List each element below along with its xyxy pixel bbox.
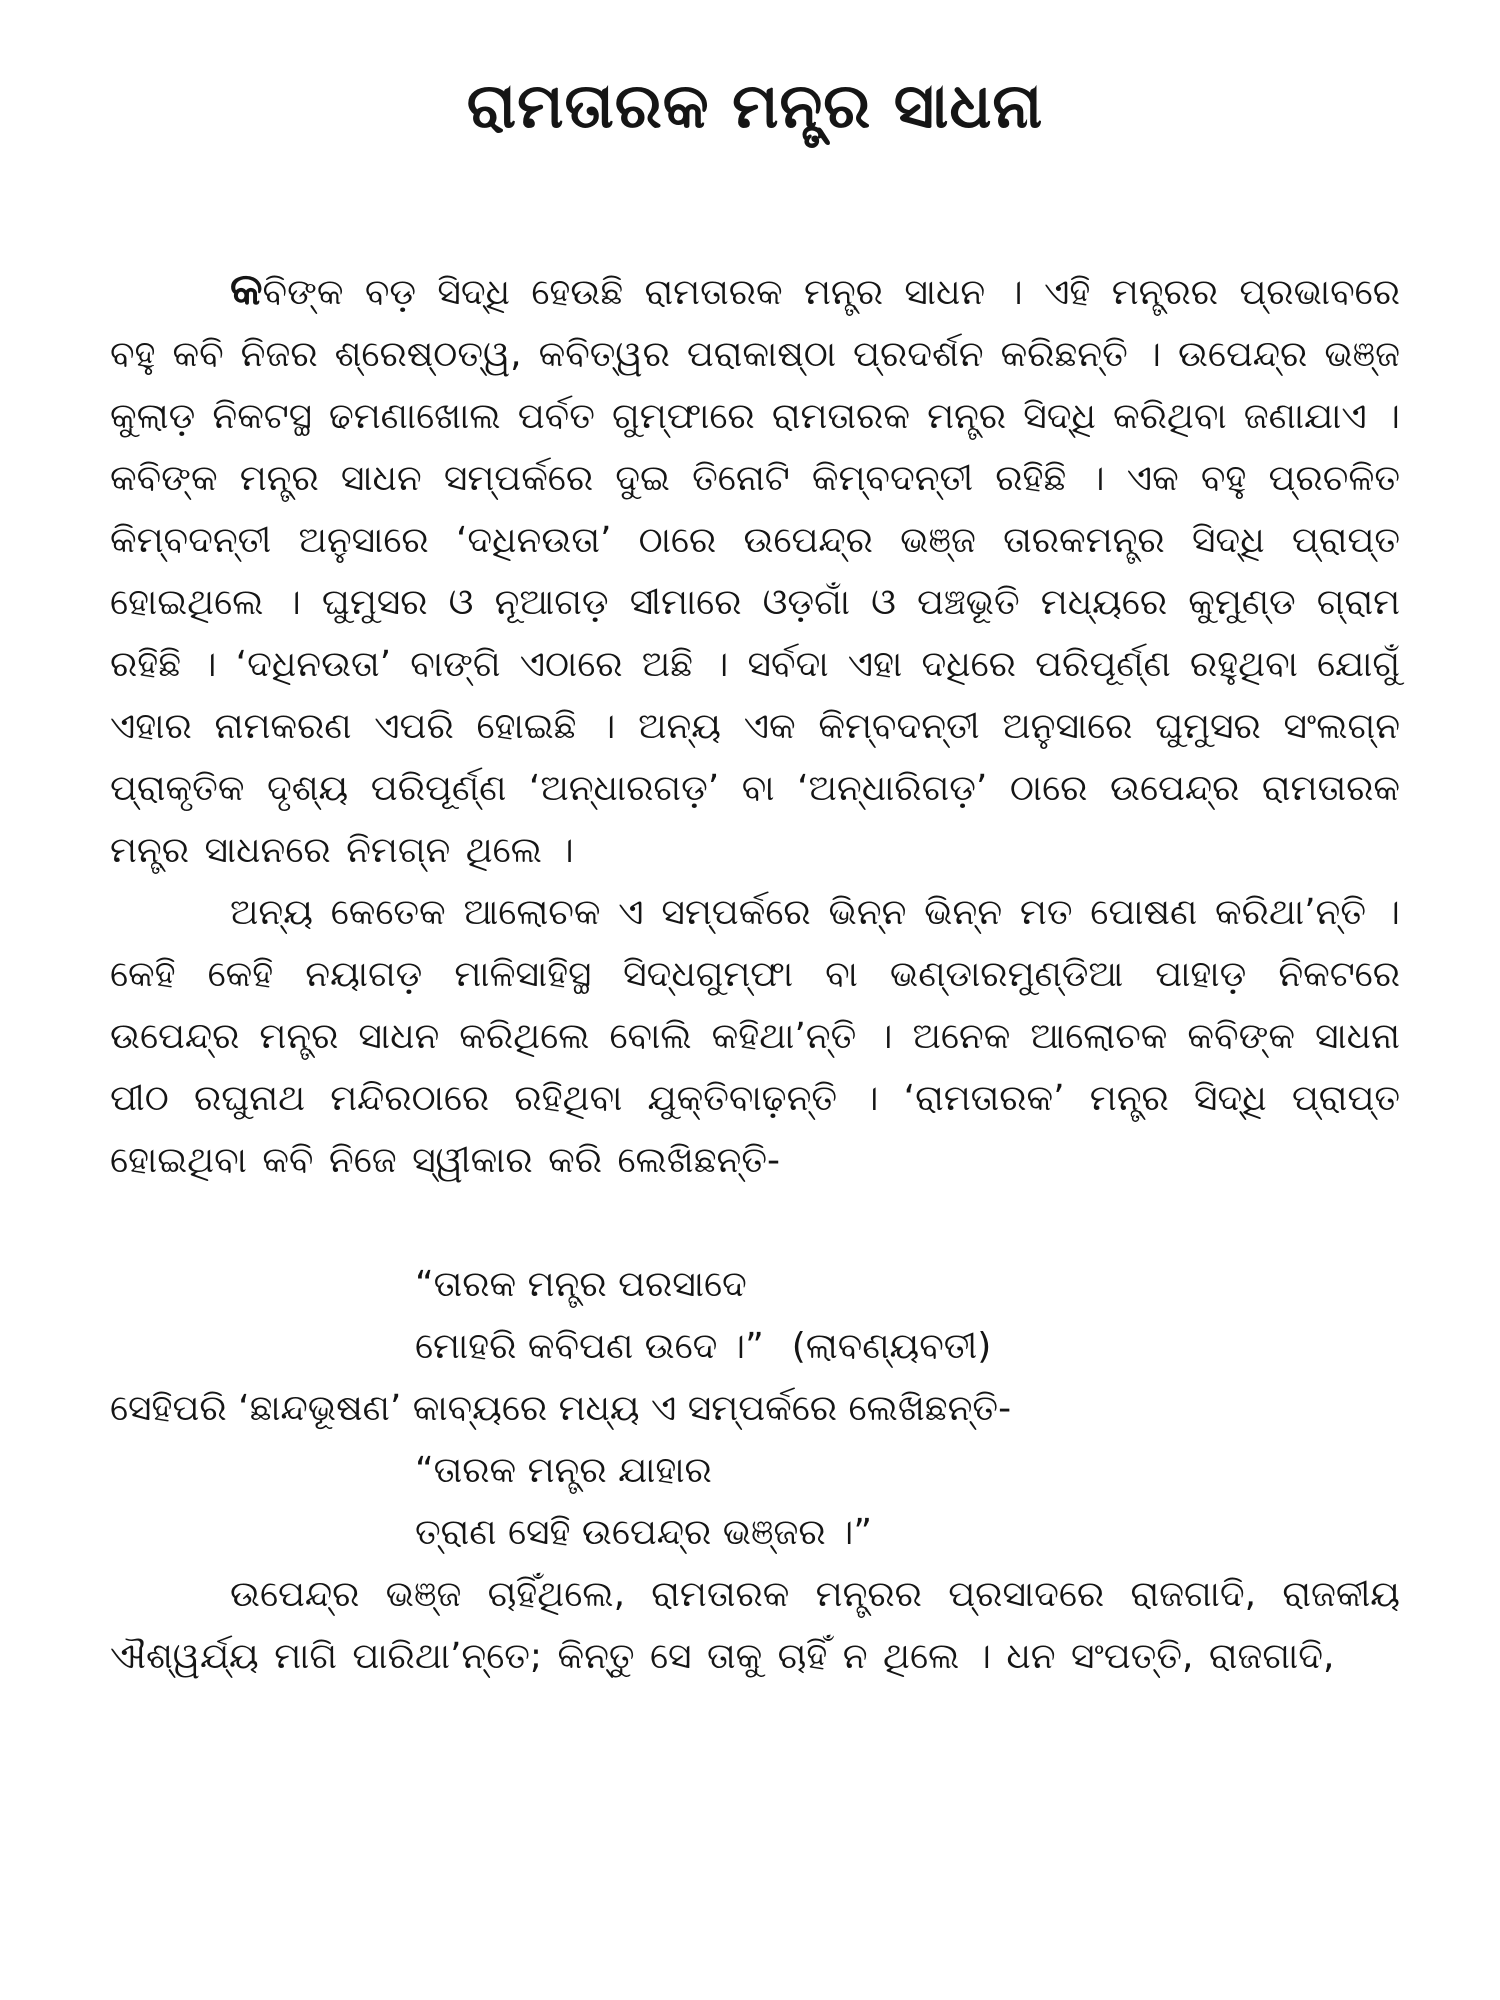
- quote-1-line-2: [110, 1316, 1400, 1378]
- quote-2-line-1: “ତାରକ ମନ୍ତ୍ର ଯାହାର: [415, 1450, 712, 1492]
- quote-2-intro: ସେହିପରି ‘ଛାନ୍ଦଭୂଷଣ’ କାବ୍ୟରେ ମଧ୍ୟ ଏ ସମ୍ପର୍କରେ ଲେଖିଛନ୍ତି-: [110, 1388, 1012, 1430]
- quote-1-line-1: “ତାରକ ମନ୍ତ୍ର ପରସାଦେ: [415, 1264, 747, 1306]
- paragraph-1-text: ବିଙ୍କ ବଡ଼ ସିଦ୍ଧି ହେଉଛି ରାମତାରକ ମନ୍ତ୍ର ସାଧନ । ଏହି ମନ୍ତ୍ରର ପ୍ରଭାବରେ ବହୁ କବି ନିଜର ଶ୍ରେଷ୍ଠତ୍ୱ, କବିତ୍ୱର ପରାକାଷ୍ଠା ପ୍ରଦର୍ଶନ କରିଛନ୍ତି । ଉପେନ୍ଦ୍ର ଭଞ୍ଜ କୁଲାଡ଼ ନିକଟସ୍ଥ ଢମଣାଖୋଲ ପର୍ବତ ଗୁମ୍ଫାରେ ରାମତାରକ ମନ୍ତ୍ର ସିଦ୍ଧି କରିଥିବା ଜଣାଯାଏ । କବିଙ୍କ ମନ୍ତ୍ର ସାଧନ ସମ୍ପର୍କରେ ଦୁଇ ତିନୋଟି କିମ୍ବଦନ୍ତୀ ରହିଛି । ଏକ ବହୁ ପ୍ରଚଳିତ କିମ୍ବଦନ୍ତୀ ଅନୁସାରେ ‘ଦଧିନଉତା’ ଠାରେ ଉପେନ୍ଦ୍ର ଭଞ୍ଜ ତାରକମନ୍ତ୍ର ସିଦ୍ଧି ପ୍ରାପ୍ତ ହୋଇଥିଲେ । ଘୁମୁସର ଓ ନୂଆଗଡ଼ ସୀମାରେ ଓଡ଼ଗାଁ ଓ ପଞ୍ଚଭୂତି ମଧ୍ୟରେ କୁମୁଣ୍ଡ ଗ୍ରାମ ରହିଛି । ‘ଦଧିନଉତା’ ବାଙ୍ଗି ଏଠାରେ ଅଛି । ସର୍ବଦା ଏହା ଦଧିରେ ପରିପୂର୍ଣ୍ଣ ରହୁଥିବା ଯୋଗୁଁ ଏହାର ନାମକରଣ ଏପରି ହୋଇଛି । ଅନ୍ୟ ଏକ କିମ୍ବଦନ୍ତୀ ଅନୁସାରେ ଘୁମୁସର ସଂଲଗ୍ନ ପ୍ରାକୃତିକ ଦୃଶ୍ୟ ପରିପୂର୍ଣ୍ଣ ‘ଅନ୍ଧାରଗଡ଼’ ବା ‘ଅନ୍ଧାରିଗଡ଼’ ଠାରେ ଉପେନ୍ଦ୍ର ରାମତାରକ ମନ୍ତ୍ର ସାଧନରେ ନିମଗ୍ନ ଥିଲେ ।: [110, 272, 1400, 872]
- paragraph-3: ଉପେନ୍ଦ୍ର ଭଞ୍ଜ ଚାହିଁଥିଲେ, ରାମତାରକ ମନ୍ତ୍ରର ପ୍ରସାଦରେ ରାଜଗାଦି, ରାଜକୀୟ ଐଶ୍ୱର୍ଯ୍ୟ ମାଗି ପାରିଥା’ନ୍ତେ; କିନ୍ତୁ ସେ ତାକୁ ଚାହିଁ ନ ଥିଲେ । ଧନ ସଂପତ୍ତି, ରାଜଗାଦି,: [110, 1574, 1400, 1678]
- paragraph-2: ଅନ୍ୟ କେତେକ ଆଲୋଚକ ଏ ସମ୍ପର୍କରେ ଭିନ୍ନ ଭିନ୍ନ ମତ ପୋଷଣ କରିଥା’ନ୍ତି । କେହି କେହି ନୟାଗଡ଼ ମାଳିସାହିସ୍ଥ ସିଦ୍ଧଗୁମ୍ଫା ବା ଭଣ୍ଡାରମୁଣ୍ଡିଆ ପାହାଡ଼ ନିକଟରେ ଉପେନ୍ଦ୍ର ମନ୍ତ୍ର ସାଧନ କରିଥିଲେ ବୋଲି କହିଥା’ନ୍ତି । ଅନେକ ଆଲୋଚକ କବିଙ୍କ ସାଧନା ପୀଠ ରଘୁନାଥ ମନ୍ଦିରଠାରେ ରହିଥିବା ଯୁକ୍ତିବାଢ଼ନ୍ତି । ‘ରାମତାରକ’ ମନ୍ତ୍ର ସିଦ୍ଧି ପ୍ରାପ୍ତ ହୋଇଥିବା କବି ନିଜେ ସ୍ୱୀକାର କରି ଲେଖିଛନ୍ତି-: [110, 892, 1400, 1182]
- paragraph-1-initial: କ: [230, 264, 263, 316]
- page-title: ରାମତାରକ ମନ୍ତ୍ର ସାଧନା: [466, 69, 1044, 142]
- paragraph-1: [110, 259, 1400, 882]
- quote-1-source: (ଲାବଣ୍ୟବତୀ): [791, 1326, 992, 1368]
- quote-1-text: ମୋହରି କବିପଣ ଉଦେ ।”: [415, 1326, 764, 1368]
- quote-2-line-2: ତ୍ରାଣ ସେହି ଉପେନ୍ଦ୍ର ଭଞ୍ଜର ।”: [415, 1512, 872, 1554]
